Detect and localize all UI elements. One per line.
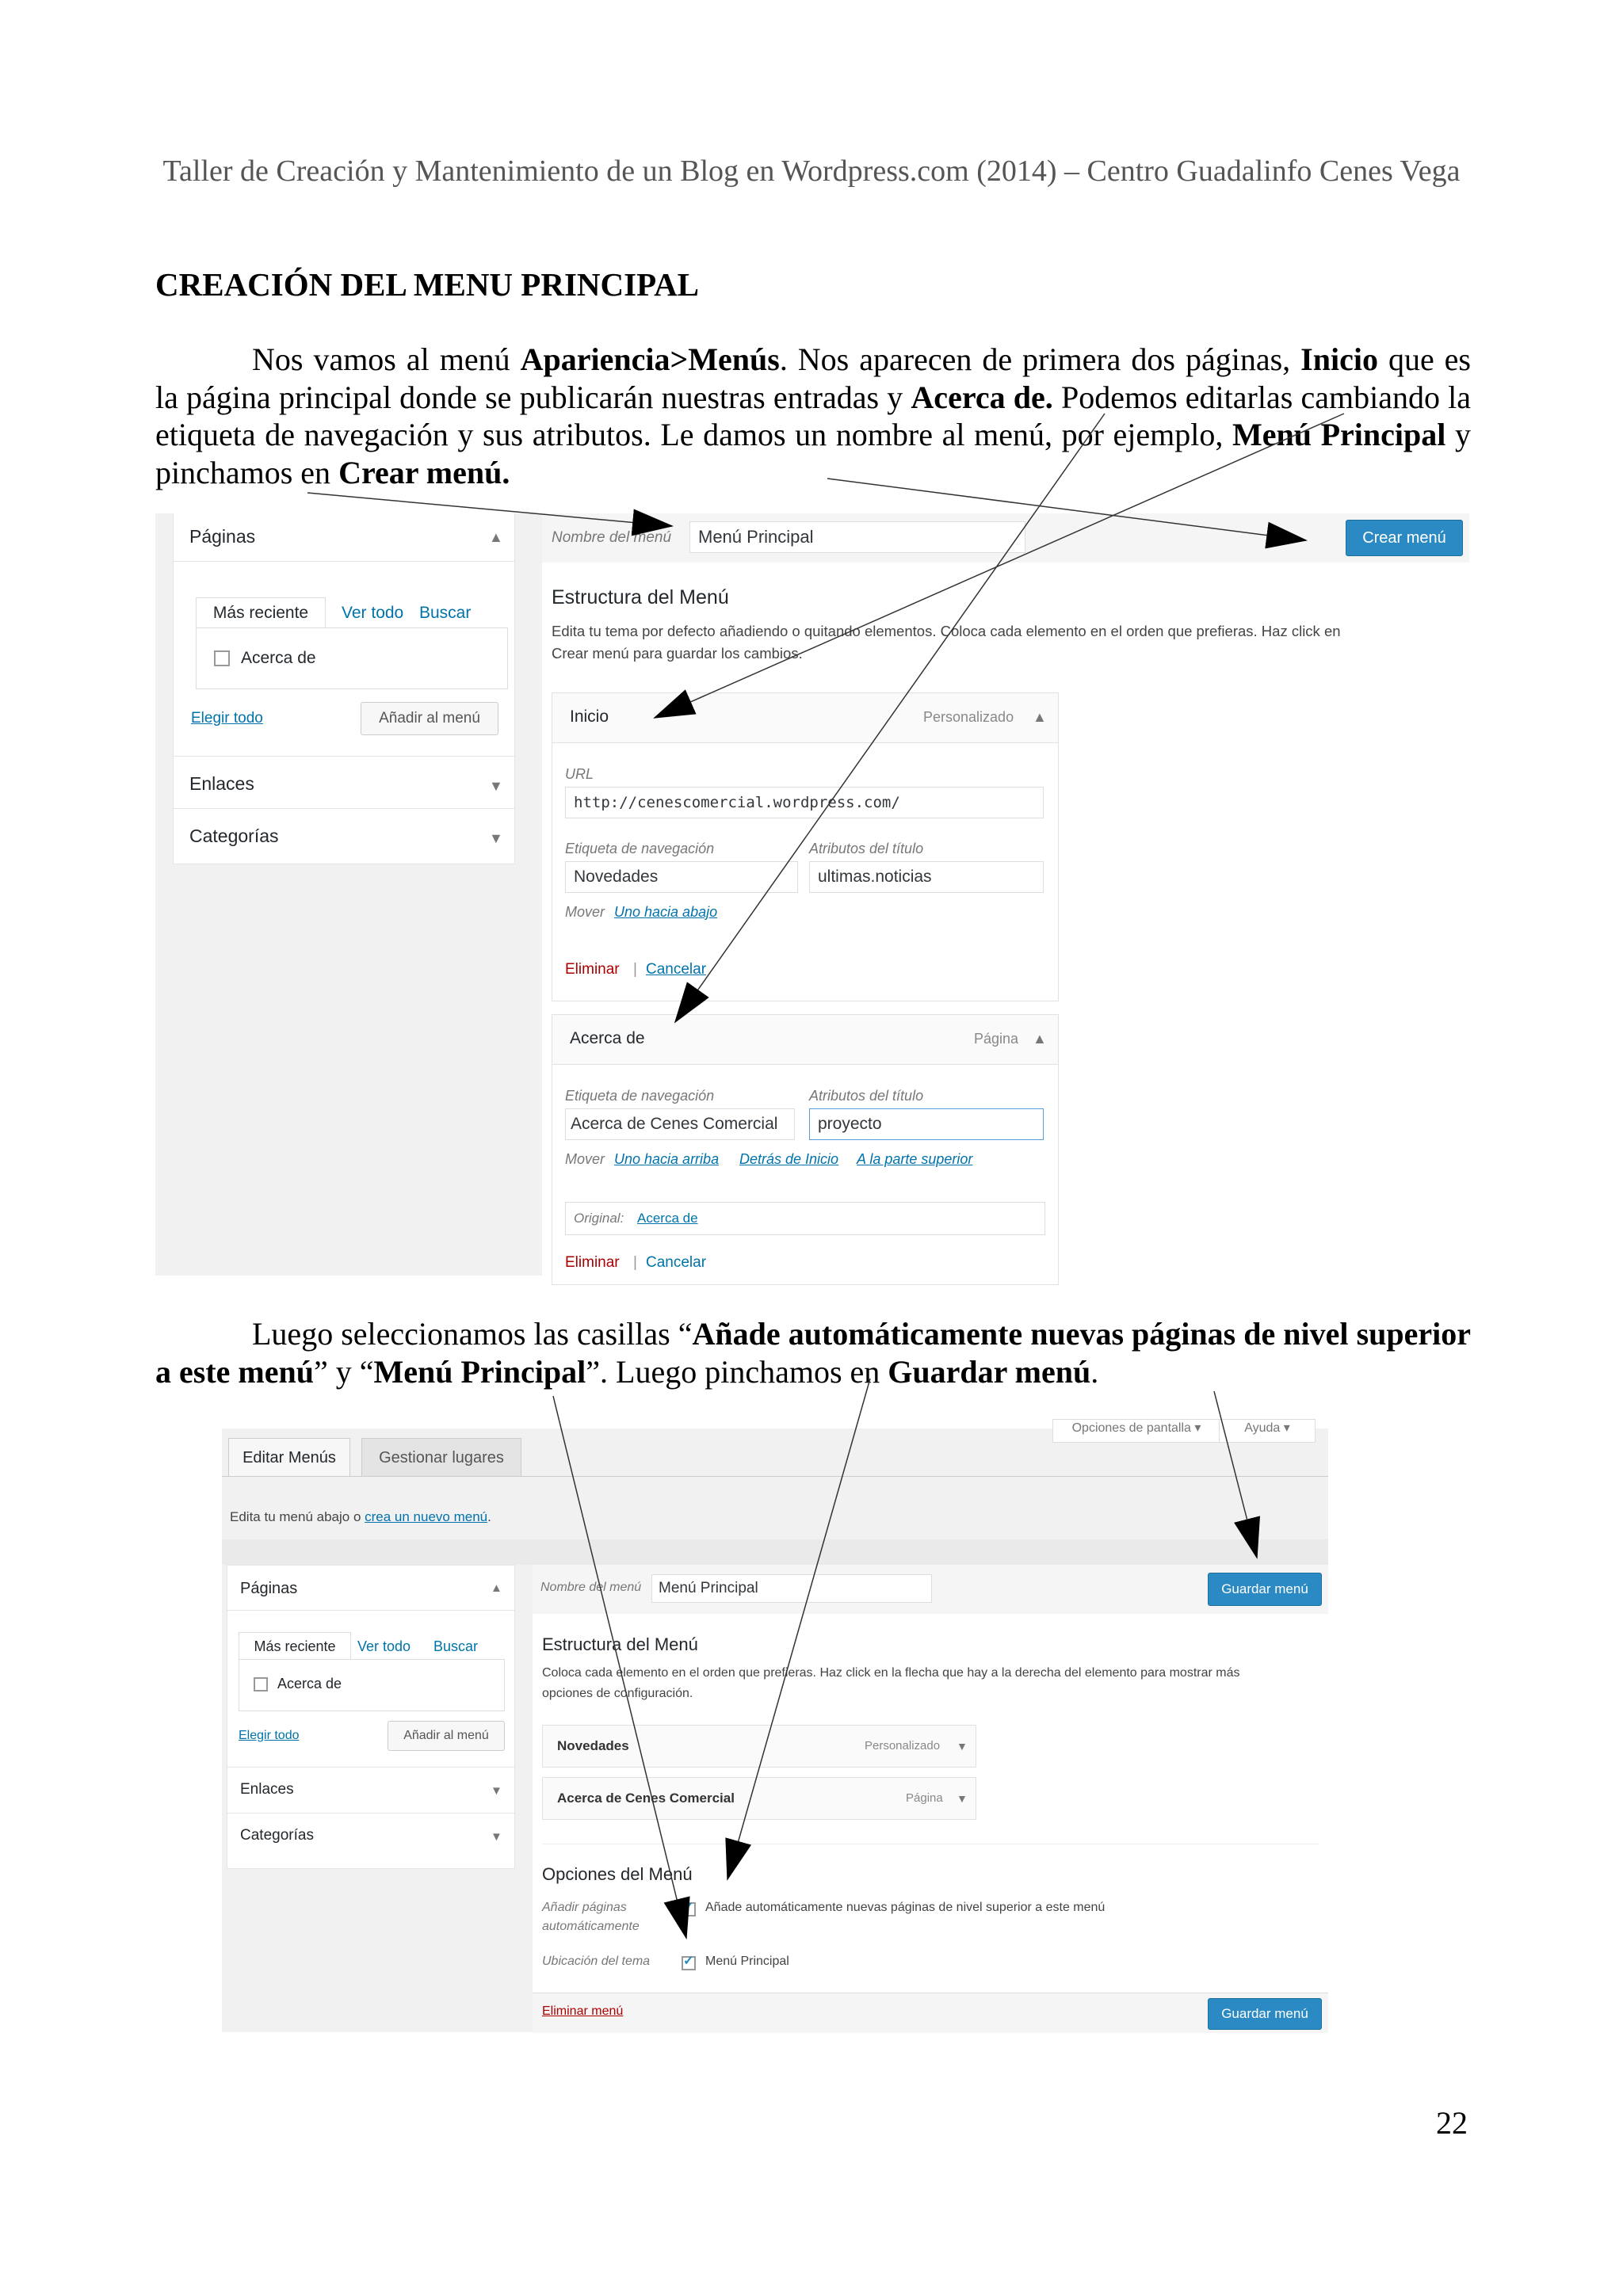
- menu-item-title: Acerca de: [570, 1029, 645, 1047]
- create-menu-button[interactable]: Crear menú: [1346, 520, 1463, 556]
- menu-item-title: Acerca de Cenes Comercial: [557, 1791, 735, 1806]
- collapse-up-icon[interactable]: ▲: [491, 1581, 502, 1595]
- paragraph-save: [155, 1315, 1471, 1390]
- tab-search[interactable]: Buscar: [433, 1638, 479, 1654]
- title-attribute-input[interactable]: ultimas.noticias: [809, 861, 1044, 893]
- pages-sidebar: [173, 513, 515, 864]
- location-label: Ubicación del tema: [542, 1955, 651, 1968]
- menu-item-type: Página: [974, 1031, 1019, 1047]
- nav-label-label: Etiqueta de navegación: [565, 1088, 715, 1104]
- select-all-link[interactable]: Elegir todo: [239, 1729, 300, 1742]
- screenshot-create-menu: [155, 513, 1469, 1276]
- expand-down-icon[interactable]: ▼: [489, 830, 503, 846]
- move-up-link[interactable]: Uno hacia arriba: [614, 1151, 720, 1167]
- select-all-link[interactable]: Elegir todo: [191, 710, 263, 727]
- menu-structure: [533, 1614, 1328, 1993]
- categories-section[interactable]: Categorías: [189, 826, 279, 846]
- nav-label-input[interactable]: Novedades: [565, 861, 798, 893]
- add-to-menu-button[interactable]: Añadir al menú: [388, 1721, 505, 1751]
- pages-title: Páginas: [240, 1580, 298, 1597]
- menu-name-bar: [542, 513, 1469, 563]
- menu-item-type: Personalizado: [923, 709, 1014, 725]
- edit-menu-text: [230, 1509, 491, 1525]
- add-to-menu-button[interactable]: Añadir al menú: [361, 702, 498, 735]
- structure-description: opciones de configuración.: [542, 1687, 693, 1700]
- collapse-up-icon[interactable]: ▲: [1033, 709, 1047, 725]
- original-link[interactable]: Acerca de: [637, 1211, 698, 1226]
- auto-add-checkbox[interactable]: ✓: [682, 1902, 696, 1917]
- screen-options-label: Opciones de pantalla: [1071, 1421, 1191, 1435]
- structure-description: Edita tu tema por defecto añadiendo o quitando elementos. Coloca cada elemento en el orden que prefieras. Haz click en: [552, 623, 1341, 639]
- move-top-link[interactable]: A la parte superior: [857, 1151, 973, 1167]
- bold-run: Acerca de.: [911, 379, 1053, 415]
- menu-footer: [533, 1993, 1328, 2033]
- menu-structure: [542, 563, 1469, 1276]
- auto-add-text: Añade automáticamente nuevas páginas de nivel superior a este menú: [705, 1901, 1106, 1914]
- pages-sidebar: [227, 1565, 515, 1869]
- nav-label-input[interactable]: Acerca de Cenes Comercial: [565, 1108, 795, 1140]
- tab-recent[interactable]: Más reciente: [196, 597, 326, 628]
- menu-item-type: Página: [906, 1791, 943, 1805]
- title-attribute-label: Atributos del título: [809, 841, 924, 856]
- menu-item-title: Inicio: [570, 707, 609, 726]
- menu-item-handle[interactable]: [552, 1015, 1058, 1065]
- structure-title: Estructura del Menú: [552, 586, 729, 608]
- menu-item-title: Novedades: [557, 1738, 629, 1753]
- text-run: Luego seleccionamos las casillas “: [252, 1316, 693, 1352]
- text-run: Podemos editarlas cambiando la etiqueta de navegación y sus atributos. Le damos un nombre al menú, por ejemplo,: [155, 379, 1471, 452]
- menu-name-input[interactable]: Menú Principal: [651, 1574, 932, 1603]
- nav-label-label: Etiqueta de navegación: [565, 841, 715, 856]
- text-run: . Nos aparecen de primera dos páginas,: [779, 341, 1301, 377]
- structure-description: Coloca cada elemento en el orden que prefieras. Haz click en la flecha que hay a la derecha del elemento para mostrar más: [542, 1666, 1240, 1680]
- url-label: URL: [565, 766, 594, 782]
- text-run: ” y “: [313, 1353, 374, 1390]
- menu-item-acerca: [552, 1014, 1059, 1285]
- move-label: Mover: [565, 1151, 605, 1167]
- bold-run: Inicio: [1300, 341, 1378, 377]
- tab-view-all[interactable]: Ver todo: [342, 604, 404, 622]
- links-section[interactable]: Enlaces: [189, 773, 254, 794]
- auto-add-label: Añadir páginas: [542, 1901, 627, 1914]
- menu-item-novedades[interactable]: [542, 1725, 976, 1768]
- expand-down-icon[interactable]: ▼: [957, 1792, 968, 1805]
- options-title: Opciones del Menú: [542, 1864, 693, 1884]
- structure-title: Estructura del Menú: [542, 1634, 698, 1654]
- tab-search[interactable]: Buscar: [419, 604, 472, 622]
- links-section[interactable]: Enlaces: [240, 1781, 294, 1798]
- location-text: Menú Principal: [705, 1955, 789, 1968]
- original-box: [565, 1202, 1045, 1235]
- bold-run: Menú Principal: [1232, 417, 1446, 452]
- collapse-up-icon[interactable]: ▲: [489, 529, 503, 545]
- remove-link[interactable]: Eliminar: [565, 1254, 620, 1271]
- menu-item-type: Personalizado: [865, 1739, 941, 1753]
- create-new-menu-link[interactable]: crea un nuevo menú: [365, 1509, 488, 1524]
- menu-item-acerca[interactable]: [542, 1777, 976, 1820]
- help-button[interactable]: Ayuda ▾: [1219, 1419, 1316, 1443]
- menu-name-bar: [533, 1565, 1328, 1615]
- expand-down-icon[interactable]: ▼: [489, 778, 503, 794]
- page-number: 22: [1436, 2105, 1468, 2141]
- help-label: Ayuda: [1244, 1421, 1281, 1435]
- bold-run: Guardar menú: [888, 1353, 1091, 1390]
- move-label: Mover: [565, 904, 605, 920]
- expand-down-icon[interactable]: ▼: [491, 1830, 502, 1844]
- screen-options-button[interactable]: Opciones de pantalla ▾: [1052, 1419, 1220, 1443]
- expand-down-icon[interactable]: ▼: [491, 1784, 502, 1798]
- page-header: Taller de Creación y Mantenimiento de un Blog en Wordpress.com (2014) – Centro Guadalinfo Cenes Vega: [162, 154, 1461, 188]
- title-attribute-input[interactable]: proyecto: [809, 1108, 1044, 1140]
- bold-run: Añade automáticamente nuevas páginas de nivel superior a este menú: [155, 1316, 1471, 1390]
- bold-run: Apariencia>Menús: [520, 341, 780, 377]
- categories-section[interactable]: Categorías: [240, 1827, 314, 1844]
- pages-title: Páginas: [189, 526, 256, 547]
- move-under-link[interactable]: Detrás de Inicio: [739, 1151, 839, 1167]
- tab-view-all[interactable]: Ver todo: [357, 1638, 411, 1654]
- menu-item-inicio: [552, 692, 1059, 1001]
- collapse-up-icon[interactable]: ▲: [1033, 1031, 1047, 1047]
- separator: |: [633, 1254, 637, 1271]
- page-item-label: Acerca de: [277, 1676, 342, 1691]
- original-label: Original:: [574, 1211, 624, 1226]
- url-input[interactable]: http://cenescomercial.wordpress.com/: [565, 787, 1044, 818]
- pages-list: [239, 1659, 505, 1711]
- menu-item-handle[interactable]: [552, 693, 1058, 743]
- remove-link[interactable]: Eliminar: [565, 961, 620, 978]
- auto-add-label: automáticamente: [542, 1920, 640, 1933]
- paragraph-intro: [155, 341, 1471, 491]
- text-run: Edita tu menú abajo o: [230, 1509, 365, 1524]
- tab-manage-locations[interactable]: Gestionar lugares: [361, 1438, 521, 1477]
- expand-down-icon[interactable]: ▼: [957, 1740, 968, 1753]
- page-checkbox[interactable]: [214, 650, 230, 666]
- save-menu-button[interactable]: Guardar menú: [1208, 1998, 1322, 2030]
- text-run: y pinchamos en: [155, 417, 1472, 490]
- text-run: ”. Luego pinchamos en: [586, 1353, 888, 1390]
- save-menu-button[interactable]: Guardar menú: [1208, 1573, 1322, 1606]
- tab-recent[interactable]: Más reciente: [239, 1632, 351, 1660]
- location-checkbox[interactable]: ✓: [682, 1956, 696, 1970]
- page-checkbox[interactable]: [254, 1677, 268, 1691]
- bold-run: Menú Principal: [373, 1353, 586, 1390]
- text-run: que es la página principal donde se publicarán nuestras entradas y: [155, 341, 1472, 415]
- cancel-link[interactable]: Cancelar: [646, 1254, 707, 1271]
- tab-edit-menus[interactable]: Editar Menús: [228, 1438, 350, 1477]
- bold-run: Crear menú.: [338, 454, 510, 490]
- text-run: Nos vamos al menú: [252, 341, 521, 377]
- structure-description: Crear menú para guardar los cambios.: [552, 645, 803, 662]
- text-run: .: [487, 1509, 491, 1524]
- screenshot-save-menu: [222, 1421, 1328, 2032]
- page-item-label: Acerca de: [241, 649, 316, 667]
- cancel-link[interactable]: Cancelar: [646, 961, 707, 978]
- delete-menu-link[interactable]: Eliminar menú: [542, 2004, 624, 2018]
- menu-name-input[interactable]: Menú Principal: [689, 521, 1025, 553]
- text-run: .: [1090, 1353, 1099, 1390]
- menu-name-label: Nombre del menú: [552, 529, 672, 546]
- section-heading: CREACIÓN DEL MENU PRINCIPAL: [155, 266, 700, 303]
- move-down-link[interactable]: Uno hacia abajo: [614, 904, 718, 920]
- menu-name-label: Nombre del menú: [540, 1581, 642, 1594]
- title-attribute-label: Atributos del título: [809, 1088, 924, 1104]
- pages-list: [196, 627, 508, 689]
- separator: |: [633, 961, 637, 978]
